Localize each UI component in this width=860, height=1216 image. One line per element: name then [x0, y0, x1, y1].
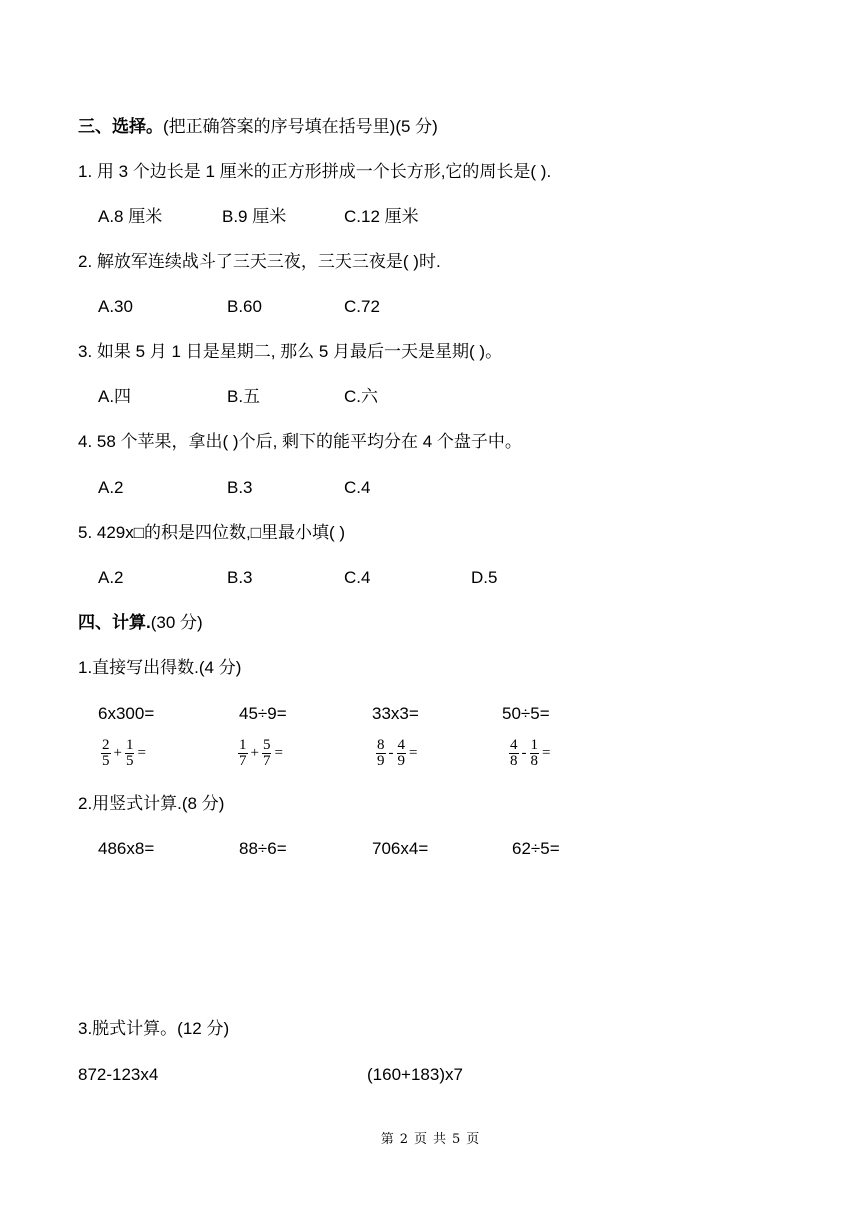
fraction [125, 738, 135, 769]
question-3-option-a: A.四 [98, 387, 132, 406]
denominator: 8 [530, 753, 538, 769]
numerator: 1 [125, 737, 134, 753]
question-5-option-d: D.5 [471, 568, 498, 587]
step-calc-item-1: 872-123x4 [78, 1065, 159, 1084]
denominator: 5 [102, 753, 110, 769]
numerator: 4 [397, 737, 405, 753]
section-3-title: 三、选择。 [78, 117, 163, 136]
question-3-option-b: B.五 [227, 387, 261, 406]
question-2-stem: 2. 解放军连续战斗了三天三夜，三天三夜是( )时. [78, 252, 441, 271]
fraction [397, 738, 407, 769]
denominator: 7 [239, 753, 247, 769]
section-3-heading [78, 116, 438, 138]
section-3-note: (把正确答案的序号填在括号里)(5 分) [163, 117, 438, 136]
footer-word: 第 [380, 1132, 394, 1147]
operator: + [113, 745, 122, 761]
question-5-option-a: A.2 [98, 568, 124, 587]
fraction [262, 738, 272, 769]
question-1-option-a: A.8 厘米 [98, 207, 163, 226]
denominator: 8 [510, 753, 518, 769]
denominator: 9 [397, 753, 405, 769]
footer-word: 共 [433, 1132, 447, 1147]
fraction-expression-3 [375, 738, 419, 769]
fraction-expression-2 [237, 738, 285, 769]
fraction-expression-4 [508, 738, 552, 769]
fraction [509, 738, 519, 769]
total-pages: 5 [452, 1132, 461, 1147]
operator: + [250, 745, 259, 761]
question-4-option-c: C.4 [344, 478, 371, 497]
question-5-option-b: B.3 [227, 568, 253, 587]
section-4-note: (30 分) [150, 613, 203, 632]
oral-item-4: 50÷5= [502, 704, 550, 723]
numerator: 1 [239, 737, 247, 753]
page-number: 2 [399, 1132, 408, 1147]
numerator: 8 [377, 737, 385, 753]
oral-item-3: 33x3= [372, 704, 419, 723]
question-5-stem: 5. 429x□的积是四位数,□里最小填( ) [78, 523, 346, 542]
section-4-heading [78, 612, 203, 634]
operator: - [388, 745, 394, 761]
numerator: 4 [510, 737, 518, 753]
question-5-option-c: C.4 [344, 568, 371, 587]
question-4-stem: 4. 58 个苹果，拿出( )个后, 剩下的能平均分在 4 个盘子中。 [78, 432, 522, 451]
fraction-expression-1 [100, 738, 148, 769]
denominator: 5 [125, 753, 134, 769]
equals-sign: = [409, 745, 418, 761]
question-1-option-b: B.9 厘米 [222, 207, 287, 226]
fraction [238, 738, 248, 769]
step-calc-item-2: (160+183)x7 [367, 1065, 463, 1084]
denominator: 9 [377, 753, 385, 769]
equals-sign: = [137, 745, 146, 761]
operator: - [521, 745, 527, 761]
question-3-option-c: C.六 [344, 387, 378, 406]
question-2-option-a: A.30 [98, 297, 133, 316]
footer-word: 页 [413, 1132, 427, 1147]
section-4-title: 四、计算. [78, 613, 151, 632]
fraction [530, 738, 540, 769]
vertical-calc-item-2: 88÷6= [239, 839, 287, 858]
question-3-stem: 3. 如果 5 月 1 日是星期二, 那么 5 月最后一天是星期( )。 [78, 342, 503, 361]
question-1-stem: 1. 用 3 个边长是 1 厘米的正方形拼成一个长方形,它的周长是( ). [78, 162, 552, 181]
question-4-option-a: A.2 [98, 478, 124, 497]
equals-sign: = [542, 745, 551, 761]
fraction [101, 738, 111, 769]
numerator: 1 [530, 737, 538, 753]
footer-word: 页 [466, 1132, 480, 1147]
vertical-calc-item-1: 486x8= [98, 839, 155, 858]
vertical-calc-item-3: 706x4= [372, 839, 429, 858]
oral-item-2: 45÷9= [239, 704, 287, 723]
question-4-option-b: B.3 [227, 478, 253, 497]
question-2-option-c: C.72 [344, 297, 380, 316]
part-3-title: 3.脱式计算。(12 分) [78, 1019, 230, 1038]
denominator: 7 [262, 753, 271, 769]
part-2-title: 2.用竖式计算.(8 分) [78, 794, 225, 813]
question-1-option-c: C.12 厘米 [344, 207, 419, 226]
page-footer [0, 1128, 860, 1147]
part-1-title: 1.直接写出得数.(4 分) [78, 658, 242, 677]
equals-sign: = [274, 745, 283, 761]
numerator: 5 [262, 737, 271, 753]
numerator: 2 [102, 737, 110, 753]
oral-item-1: 6x300= [98, 704, 155, 723]
vertical-calc-item-4: 62÷5= [512, 839, 560, 858]
fraction [376, 738, 386, 769]
question-2-option-b: B.60 [227, 297, 262, 316]
